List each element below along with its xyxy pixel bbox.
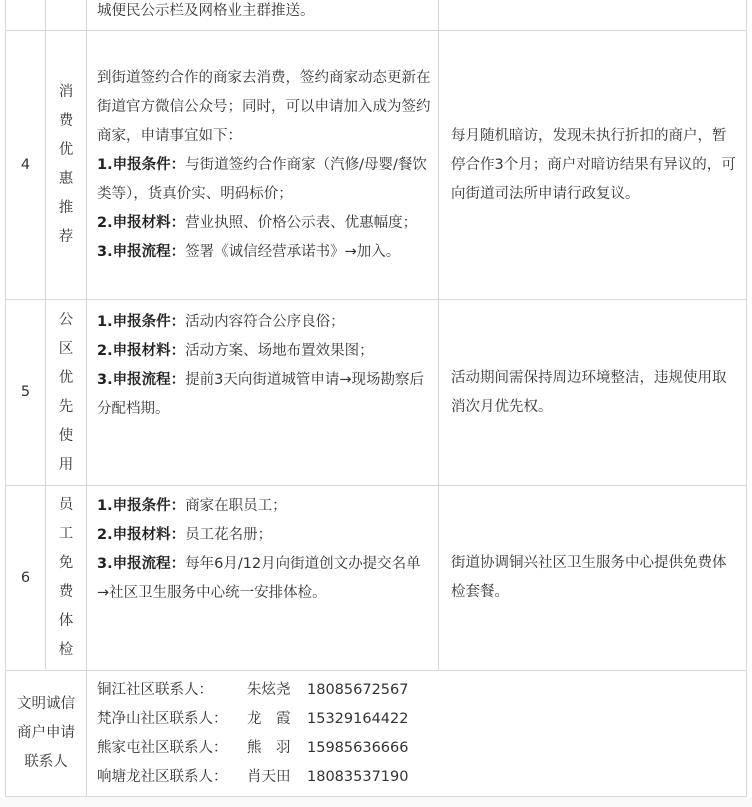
table-row — [6, 300, 747, 486]
row-number: 6 — [6, 486, 46, 671]
requirement-item: 2.申报材料：活动方案、场地布置效果图； — [97, 343, 374, 359]
row-number: 4 — [6, 31, 46, 300]
contact-person: 梵净山社区联系人： 龙 霞 15329164422 — [97, 710, 409, 727]
row-rule: 每月随机暗访，发现未执行折扣的商户，暂停合作3个月；商户对暗访结果有异议的，可向街道司法所申请行政复议。 — [439, 31, 747, 300]
requirement-item: 3.申报流程：每年6月/12月向街道创文办提交名单→社区卫生服务中心统一安排体检。 — [97, 556, 421, 601]
requirement-item: 1.申报条件：商家在职员工； — [97, 498, 287, 514]
contact-row — [6, 671, 747, 797]
row-content — [87, 300, 439, 486]
services-table — [5, 0, 747, 797]
table-row — [6, 486, 747, 671]
row-number: 5 — [6, 300, 46, 486]
table-row — [6, 31, 747, 300]
requirement-item: 2.申报材料：营业执照、价格公示表、优惠幅度； — [97, 214, 418, 231]
requirement-item: 3.申报流程：签署《诚信经营承诺书》→加入。 — [97, 243, 401, 260]
requirement-item: 2.申报材料：员工花名册； — [97, 527, 273, 543]
requirement-item: 1.申报条件：与街道签约合作商家（汽修/母婴/餐饮类等），货真价实、明码标价； — [97, 156, 427, 202]
table-row-partial — [6, 0, 747, 31]
row-intro: 到街道签约合作的商家去消费，签约商家动态更新在街道官方微信公众号；同时，可以申请加入成为签约商家，申请事宜如下： — [97, 69, 431, 144]
row-item-name: 消 费 优 惠 推 荐 — [46, 31, 87, 300]
requirement-item: 3.申报流程：提前3天向街道城管申请→现场勘察后分配档期。 — [97, 372, 424, 417]
contact-title: 文明诚信商户申请联系人 — [6, 671, 87, 797]
contact-person: 熊家屯社区联系人： 熊 羽 15985636666 — [97, 739, 409, 756]
row-rule: 活动期间需保持周边环境整洁，违规使用取消次月优先权。 — [439, 300, 747, 486]
row-content-text: 城便民公示栏及网格业主群推送。 — [97, 3, 315, 19]
contact-list — [87, 671, 747, 797]
row-item-name: 员 工 免 费 体 检 — [46, 486, 87, 671]
contact-person: 响塘龙社区联系人： 肖天田 18083537190 — [97, 768, 409, 785]
page-bottom-margin — [0, 797, 752, 807]
row-item-name: 公 区 优 先 使 用 — [46, 300, 87, 486]
requirement-item: 1.申报条件：活动内容符合公序良俗； — [97, 314, 345, 330]
row-content — [87, 486, 439, 671]
contact-person: 铜江社区联系人： 朱炫尧 18085672567 — [97, 681, 409, 698]
row-rule: 街道协调铜兴社区卫生服务中心提供免费体检套餐。 — [439, 486, 747, 671]
row-content — [87, 31, 439, 300]
